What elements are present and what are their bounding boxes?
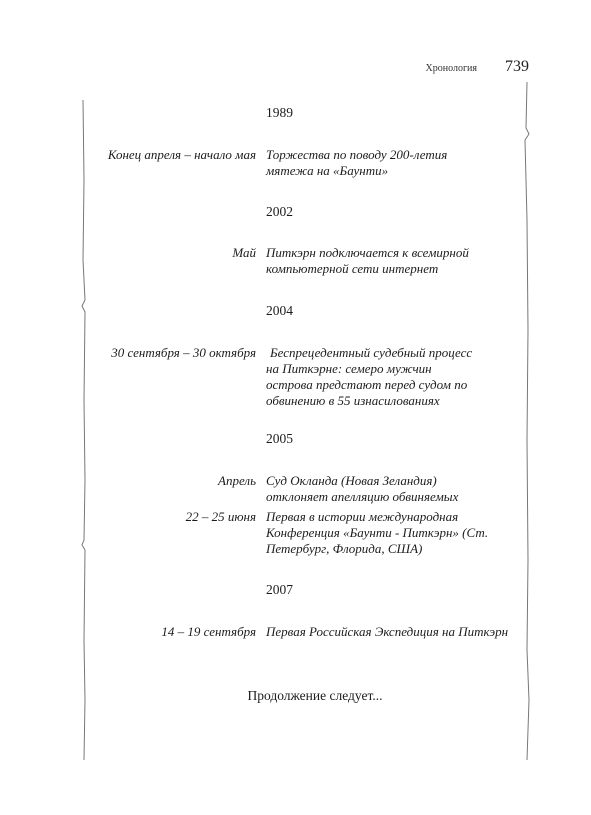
entry-event: Беспрецедентный судебный процесс на Питкэрне: семеро мужчин острова предстают перед судом по обвинению в 55 изнасилованиях [266,345,473,408]
running-title: Хронология [425,63,477,74]
entry-event: Суд Окланда (Новая Зеландия) отклоняет апелляцию обвиняемых [266,473,459,504]
closing-note: Продолжение следует... [247,688,383,703]
entry-event: Первая в истории международная Конференция «Баунти - Питкэрн» (Ст. Петербург, Флорида, США) [266,509,489,556]
entry-event: Торжества по поводу 200-летия мятежа на «Баунти» [266,147,448,178]
entry-date: Апрель [218,473,256,488]
entry-date: 14 – 19 сентября [161,624,256,639]
entry-date: Май [232,245,256,260]
entry-event: Первая Российская Экспедиция на Питкэрн [266,624,509,639]
year-heading: 2005 [266,431,293,446]
year-heading: 2004 [266,303,293,318]
year-heading: 2002 [266,204,293,219]
year-heading: 2007 [266,582,293,597]
page-number: 739 [505,58,529,75]
entry-date: Конец апреля – начало мая [107,147,256,162]
entry-date: 30 сентября – 30 октября [111,345,256,360]
entry-date: 22 – 25 июня [185,509,256,524]
entry-event: Питкэрн подключается к всемирной компьютерной сети интернет [266,245,469,276]
year-heading: 1989 [266,105,293,120]
